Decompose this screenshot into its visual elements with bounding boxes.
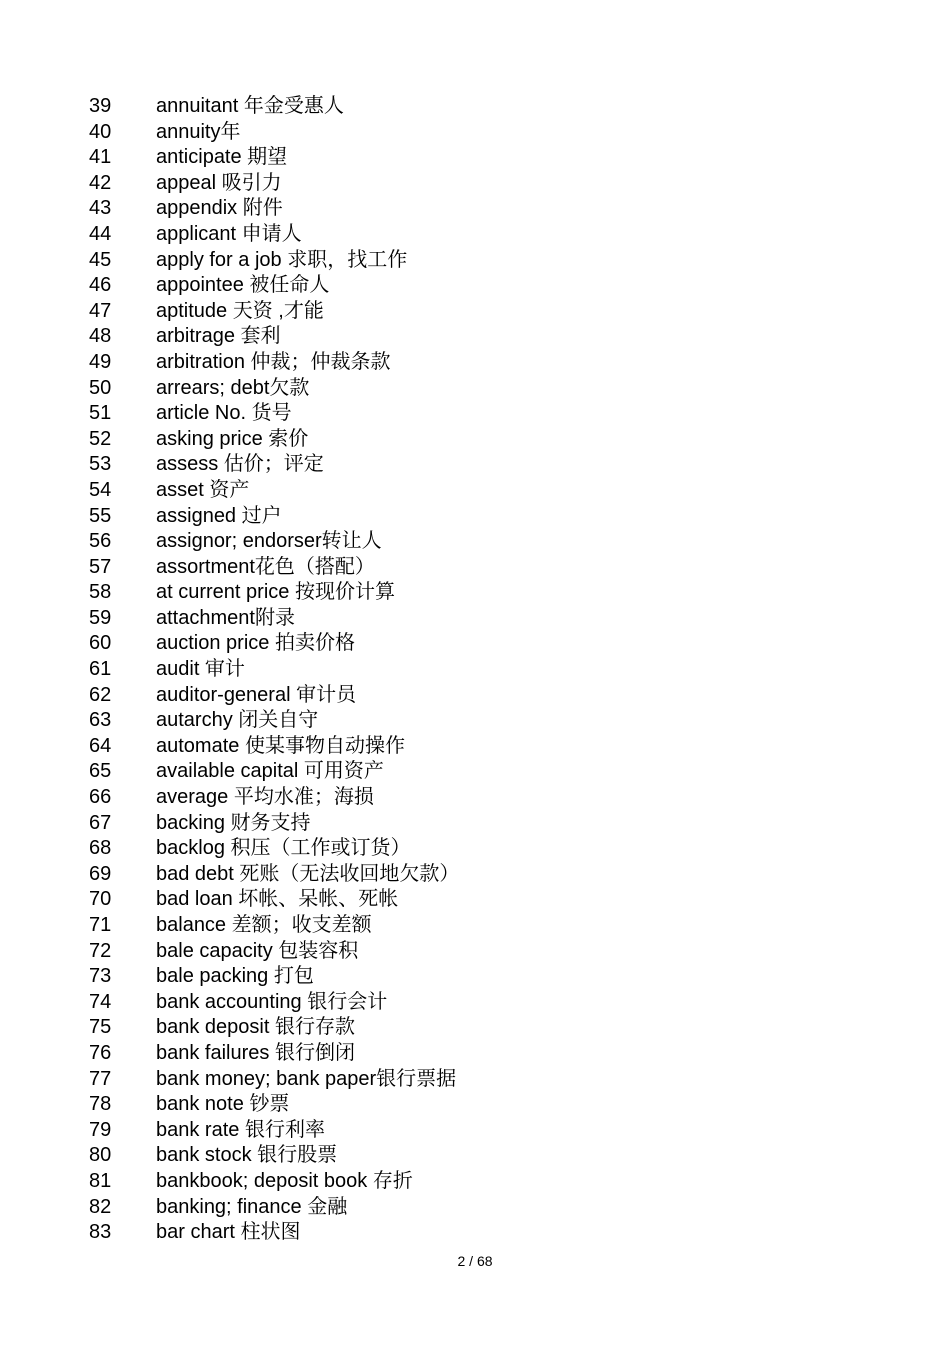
list-item — [0, 452, 950, 478]
entry-term: average 平均水准；海损 — [156, 786, 374, 809]
list-item — [0, 1169, 950, 1195]
entry-term: bank note 钞票 — [156, 1093, 290, 1116]
list-item — [0, 273, 950, 299]
list-item — [0, 913, 950, 939]
entry-number: 68 — [89, 837, 112, 860]
entry-number: 79 — [89, 1118, 112, 1141]
entry-term: bale capacity 包装容积 — [156, 939, 359, 962]
entry-number: 49 — [89, 350, 112, 373]
entry-term: appointee 被任命人 — [156, 274, 330, 297]
entry-number: 74 — [89, 990, 112, 1013]
entry-number: 46 — [89, 274, 112, 297]
list-item — [0, 171, 950, 197]
entry-term: bar chart 柱状图 — [156, 1221, 301, 1244]
entry-number: 62 — [89, 683, 112, 706]
list-item — [0, 120, 950, 146]
entry-term: bank rate 银行利率 — [156, 1118, 325, 1141]
entry-number: 81 — [89, 1169, 112, 1192]
list-item — [0, 862, 950, 888]
list-item — [0, 478, 950, 504]
entry-number: 83 — [89, 1221, 112, 1244]
entry-term: at current price 按现价计算 — [156, 581, 395, 604]
list-item — [0, 324, 950, 350]
list-item — [0, 606, 950, 632]
entry-number: 43 — [89, 197, 112, 220]
entry-number: 78 — [89, 1093, 112, 1116]
list-item — [0, 1118, 950, 1144]
list-item — [0, 1067, 950, 1093]
entry-number: 71 — [89, 914, 112, 936]
entry-number: 41 — [89, 146, 112, 169]
entry-number: 53 — [89, 453, 112, 476]
list-item — [0, 1092, 950, 1118]
entry-term: bad loan 坏帐、呆帐、死帐 — [156, 888, 399, 911]
entry-number: 64 — [89, 734, 112, 757]
entry-number: 40 — [89, 120, 112, 143]
entry-number: 44 — [89, 222, 112, 245]
entry-number: 60 — [89, 632, 112, 655]
entry-number: 54 — [89, 478, 112, 501]
entry-number: 48 — [89, 325, 112, 348]
entry-term: aptitude 天资 ,才能 — [156, 299, 324, 322]
entry-term: bale packing 打包 — [156, 965, 314, 988]
list-item — [0, 759, 950, 785]
entry-term: audit 审计 — [156, 658, 245, 681]
entry-number: 65 — [89, 760, 112, 783]
entry-term: bank money; bank paper银行票据 — [156, 1067, 457, 1090]
list-item — [0, 836, 950, 862]
entry-term: bank accounting 银行会计 — [156, 990, 388, 1013]
entry-term: balance 差额；收支差额 — [156, 914, 372, 936]
list-item — [0, 631, 950, 657]
entry-number: 76 — [89, 1041, 112, 1064]
entry-term: asking price 索价 — [156, 427, 309, 450]
list-item — [0, 529, 950, 555]
entry-number: 56 — [89, 530, 112, 553]
entry-term: bank deposit 银行存款 — [156, 1016, 355, 1039]
entry-term: appendix 附件 — [156, 197, 283, 220]
entry-term: bankbook; deposit book 存折 — [156, 1169, 413, 1192]
list-item — [0, 350, 950, 376]
entry-term: appeal 吸引力 — [156, 171, 282, 194]
entry-term: autarchy 闭关自守 — [156, 709, 319, 732]
entry-term: annuitant 年金受惠人 — [156, 95, 344, 117]
entry-number: 77 — [89, 1067, 112, 1090]
list-item — [0, 376, 950, 402]
list-item — [0, 1195, 950, 1221]
entry-term: apply for a job 求职，找工作 — [156, 248, 408, 271]
entry-number: 51 — [89, 402, 112, 425]
list-item — [0, 94, 950, 120]
entry-number: 58 — [89, 581, 112, 604]
entry-term: backlog 积压（工作或订货） — [156, 837, 411, 860]
entry-number: 72 — [89, 939, 112, 962]
list-item — [0, 1143, 950, 1169]
page-number: 2 / 68 — [457, 1253, 493, 1269]
entry-number: 69 — [89, 862, 112, 885]
entry-term: backing 财务支持 — [156, 811, 311, 834]
entry-term: asset 资产 — [156, 478, 250, 501]
entry-term: bank stock 银行股票 — [156, 1144, 338, 1167]
entry-term: automate 使某事物自动操作 — [156, 734, 405, 757]
entry-number: 63 — [89, 709, 112, 732]
entry-term: arbitration 仲裁；仲裁条款 — [156, 350, 391, 373]
entry-number: 42 — [89, 171, 112, 194]
entry-number: 59 — [89, 606, 112, 629]
list-item — [0, 939, 950, 965]
list-item — [0, 708, 950, 734]
entry-number: 66 — [89, 786, 112, 809]
list-item — [0, 299, 950, 325]
entry-number: 61 — [89, 658, 112, 681]
entry-term: assigned 过户 — [156, 504, 282, 527]
list-item — [0, 683, 950, 709]
list-item — [0, 811, 950, 837]
list-item — [0, 555, 950, 581]
entry-term: assignor; endorser转让人 — [156, 530, 382, 553]
entry-number: 52 — [89, 427, 112, 450]
list-item — [0, 222, 950, 248]
list-item — [0, 427, 950, 453]
entry-term: anticipate 期望 — [156, 146, 288, 169]
list-item — [0, 580, 950, 606]
entry-term: article No. 货号 — [156, 402, 292, 425]
list-item — [0, 734, 950, 760]
entry-number: 39 — [89, 95, 112, 117]
entry-number: 75 — [89, 1016, 112, 1039]
list-item — [0, 1220, 950, 1246]
list-item — [0, 196, 950, 222]
list-item — [0, 990, 950, 1016]
entry-number: 50 — [89, 376, 112, 399]
entry-term: assess 估价；评定 — [156, 453, 324, 476]
entry-number: 73 — [89, 965, 112, 988]
list-item — [0, 1015, 950, 1041]
list-item — [0, 657, 950, 683]
list-item — [0, 964, 950, 990]
list-item — [0, 1041, 950, 1067]
entry-term: arbitrage 套利 — [156, 325, 281, 348]
entry-number: 57 — [89, 555, 112, 578]
list-item — [0, 248, 950, 274]
entry-term: banking; finance 金融 — [156, 1195, 348, 1218]
entry-term: bank failures 银行倒闭 — [156, 1041, 355, 1064]
list-item — [0, 887, 950, 913]
list-item — [0, 145, 950, 171]
entry-number: 82 — [89, 1195, 112, 1218]
entry-term: auditor-general 审计员 — [156, 683, 357, 706]
entry-term: bad debt 死账（无法收回地欠款） — [156, 862, 460, 885]
entry-term: auction price 拍卖价格 — [156, 632, 355, 655]
entry-number: 80 — [89, 1144, 112, 1167]
entry-number: 55 — [89, 504, 112, 527]
entry-term: assortment花色（搭配） — [156, 555, 375, 578]
list-item — [0, 785, 950, 811]
entry-number: 45 — [89, 248, 112, 271]
entry-term: available capital 可用资产 — [156, 760, 384, 783]
list-item — [0, 504, 950, 530]
entry-term: arrears; debt欠款 — [156, 376, 310, 399]
entry-term: annuity年 — [156, 120, 241, 143]
entry-number: 70 — [89, 888, 112, 911]
list-item — [0, 401, 950, 427]
entry-term: applicant 申请人 — [156, 222, 302, 245]
entry-number: 47 — [89, 299, 112, 322]
glossary-list — [0, 94, 950, 1246]
entry-term: attachment附录 — [156, 606, 295, 629]
entry-number: 67 — [89, 811, 112, 834]
